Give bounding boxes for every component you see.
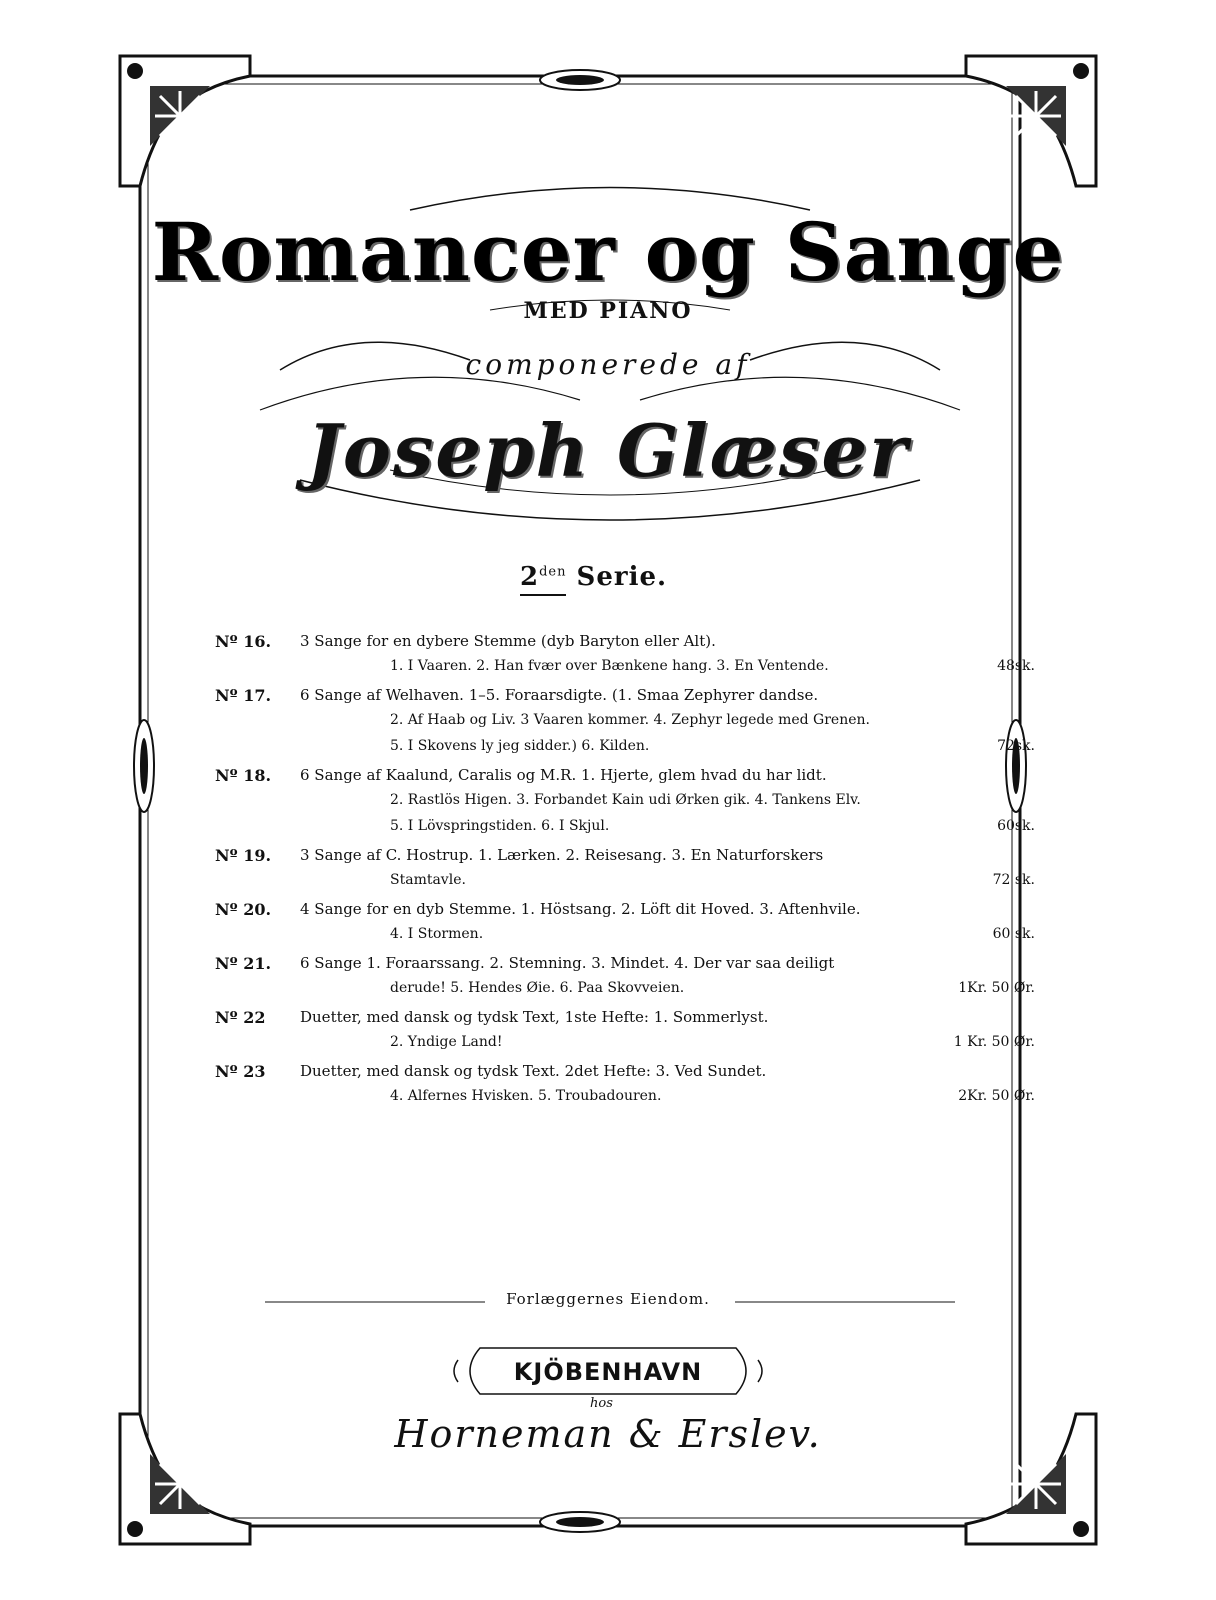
serie-label: Serie. <box>576 562 668 592</box>
entry-price: 1 Kr. 50 Ør. <box>953 1034 1035 1050</box>
entry-price: 60 sk. <box>992 926 1035 942</box>
catalog-line <box>215 900 1035 926</box>
entry-heading: 6 Sange 1. Foraarssang. 2. Stemning. 3. Mindet. 4. Der var saa deiligt <box>300 954 835 972</box>
entry-number: Nº 19. <box>215 846 272 865</box>
entry-subline: 5. I Lövspringstiden. 6. I Skjul. <box>390 818 610 834</box>
entry-heading: 6 Sange af Kaalund, Caralis og M.R. 1. Hjerte, glem hvad du har lidt. <box>300 766 827 784</box>
catalog-line <box>215 926 1035 952</box>
hos-label: hos <box>590 1396 613 1411</box>
entry-price: 60sk. <box>997 818 1035 834</box>
entry-subline: 4. Alfernes Hvisken. 5. Troubadouren. <box>390 1088 662 1104</box>
catalog-entry <box>215 686 1035 764</box>
entry-number: Nº 17. <box>215 686 272 705</box>
catalog-line <box>215 980 1035 1006</box>
catalog-entry <box>215 632 1035 684</box>
entry-subline: 5. I Skovens ly jeg sidder.) 6. Kilden. <box>390 738 650 754</box>
catalog-line <box>215 712 1035 738</box>
entry-price: 1Kr. 50 Ør. <box>958 980 1035 996</box>
catalog-line <box>215 766 1035 792</box>
entry-price: 2Kr. 50 Ør. <box>958 1088 1035 1104</box>
entry-subline: Stamtavle. <box>390 872 466 888</box>
catalog-line <box>215 632 1035 658</box>
entry-subline: 1. I Vaaren. 2. Han fvær over Bænkene hang. 3. En Ventende. <box>390 658 829 674</box>
entry-subline: 4. I Stormen. <box>390 926 484 942</box>
entry-subline: 2. Yndige Land! <box>390 1034 503 1050</box>
catalog-line <box>215 686 1035 712</box>
catalog-line <box>215 1062 1035 1088</box>
city-name: KJÖBENHAVN <box>513 1358 703 1386</box>
publisher-note: Forlæggernes Eiendom. <box>506 1290 710 1308</box>
entry-heading: 6 Sange af Welhaven. 1–5. Foraarsdigte. (1. Smaa Zephyrer dandse. <box>300 686 819 704</box>
entry-subline: 2. Af Haab og Liv. 3 Vaaren kommer. 4. Zephyr legede med Grenen. <box>390 712 870 728</box>
entry-heading: Duetter, med dansk og tydsk Text, 1ste Hefte: 1. Sommerlyst. <box>300 1008 769 1026</box>
corner-ornament-top-left <box>110 46 260 196</box>
entry-heading: 3 Sange af C. Hostrup. 1. Lærken. 2. Reisesang. 3. En Naturforskers <box>300 846 824 864</box>
catalog-line <box>215 792 1035 818</box>
entry-number: Nº 21. <box>215 954 272 973</box>
catalog-entry <box>215 766 1035 844</box>
serie-suffix: den <box>539 564 567 580</box>
catalog-line <box>215 818 1035 844</box>
composed-by-label: componerede af <box>465 348 751 381</box>
composer-name: Joseph Glæser <box>306 408 910 493</box>
catalog-entry <box>215 954 1035 1006</box>
entry-heading: Duetter, med dansk og tydsk Text. 2det Hefte: 3. Ved Sundet. <box>300 1062 767 1080</box>
entry-subline: derude! 5. Hendes Øie. 6. Paa Skovveien. <box>390 980 685 996</box>
catalog-line <box>215 1008 1035 1034</box>
entry-heading: 3 Sange for en dybere Stemme (dyb Baryton eller Alt). <box>300 632 716 650</box>
catalog-line <box>215 658 1035 684</box>
catalog-entry <box>215 846 1035 898</box>
catalog-line <box>215 1034 1035 1060</box>
entry-subline: 2. Rastlös Higen. 3. Forbandet Kain udi Ørken gik. 4. Tankens Elv. <box>390 792 861 808</box>
entry-price: 72 sk. <box>992 872 1035 888</box>
serie-heading <box>520 562 667 592</box>
subtitle: MED PIANO <box>523 298 693 324</box>
entry-number: Nº 18. <box>215 766 272 785</box>
catalog-entry <box>215 1062 1035 1114</box>
page-title: Romancer og Sange <box>151 205 1065 299</box>
song-catalog <box>215 632 1035 1116</box>
catalog-line <box>215 738 1035 764</box>
entry-number: Nº 20. <box>215 900 272 919</box>
catalog-entry <box>215 1008 1035 1060</box>
serie-number: 2 <box>520 562 540 592</box>
catalog-line <box>215 846 1035 872</box>
entry-number: Nº 23 <box>215 1062 266 1081</box>
catalog-line <box>215 954 1035 980</box>
entry-price: 72sk. <box>997 738 1035 754</box>
entry-price: 48sk. <box>997 658 1035 674</box>
publisher-name: Horneman & Erslev. <box>394 1412 822 1456</box>
catalog-line <box>215 872 1035 898</box>
entry-heading: 4 Sange for en dyb Stemme. 1. Höstsang. 2. Löft dit Hoved. 3. Aftenhvile. <box>300 900 861 918</box>
entry-number: Nº 16. <box>215 632 272 651</box>
catalog-line <box>215 1088 1035 1114</box>
catalog-entry <box>215 900 1035 952</box>
entry-number: Nº 22 <box>215 1008 266 1027</box>
